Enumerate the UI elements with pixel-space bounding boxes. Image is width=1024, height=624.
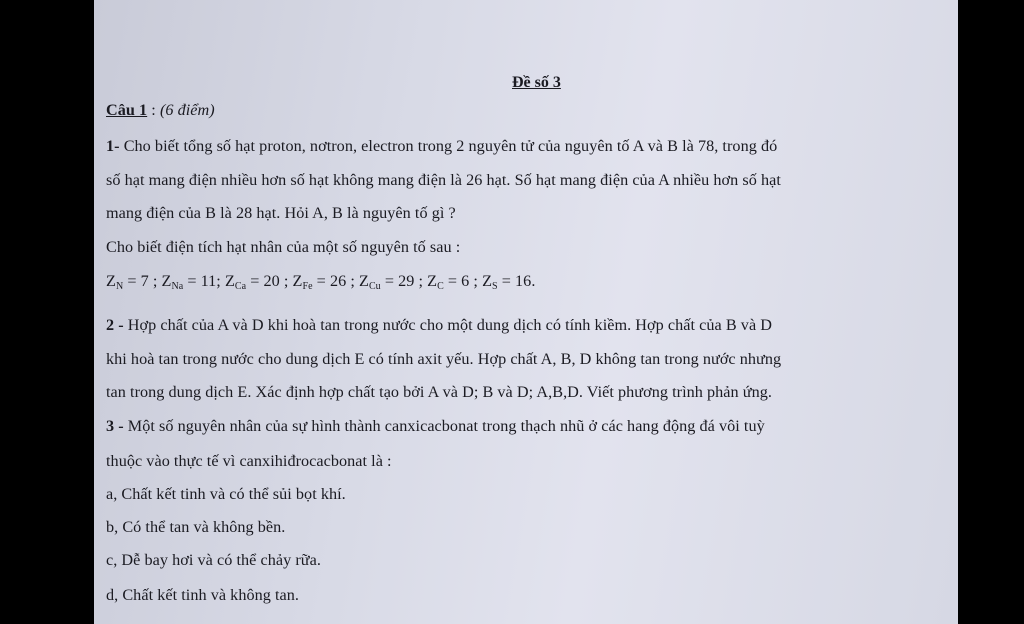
z-letter: Z xyxy=(292,272,303,290)
exam-title: Đề số 3 xyxy=(512,74,561,91)
option-d: d, Chất kết tinh và không tan. xyxy=(106,586,300,604)
part-3-number: 3 - xyxy=(106,417,124,435)
z-val-ca: = 20 ; xyxy=(246,272,293,290)
z-letter: Z xyxy=(224,272,235,290)
part-1-line-1 xyxy=(106,137,777,156)
part-1-line-3: mang điện của B là 28 hạt. Hỏi A, B là nguyên tố gì ? xyxy=(106,204,456,222)
question-1-sep: : xyxy=(147,101,160,119)
part-1-number: 1- xyxy=(106,137,120,155)
part-1-line-2: số hạt mang điện nhiều hơn số hạt không mang điện là 26 hạt. Số hạt mang điện của A nhiều hơn số hạt xyxy=(106,171,781,189)
part-2-line-3: tan trong dung dịch E. Xác định hợp chất tạo bởi A và D; B và D; A,B,D. Viết phương trình phản ứng. xyxy=(106,383,772,401)
z-sub-fe: Fe xyxy=(302,281,313,292)
z-sub-s: S xyxy=(492,281,498,292)
z-sub-n: N xyxy=(115,281,124,292)
part-2-number: 2 - xyxy=(106,316,124,334)
option-c: c, Dễ bay hơi và có thể chảy rữa. xyxy=(106,551,321,569)
z-val-n: = 7 ; xyxy=(123,272,162,290)
part-3-text-1: Một số nguyên nhân của sự hình thành canxicacbonat trong thạch nhũ ở các hang động đá vôi tuỳ xyxy=(123,417,765,435)
part-3-line-2: thuộc vào thực tế vì canxihiđrocacbonat là : xyxy=(106,452,392,470)
z-sub-na: Na xyxy=(171,281,184,292)
question-1-label: Câu 1 xyxy=(106,101,148,119)
z-letter: Z xyxy=(106,272,116,290)
exam-paper xyxy=(94,0,958,624)
z-letter: Z xyxy=(427,272,438,290)
z-sub-ca: Ca xyxy=(234,281,247,292)
question-1-points: (6 điểm) xyxy=(159,101,215,119)
part-3-line-1 xyxy=(106,417,765,436)
option-b: b, Có thể tan và không bền. xyxy=(106,518,286,536)
z-letter: Z xyxy=(161,272,172,290)
part-2-line-1 xyxy=(106,316,772,335)
part-1-text-1: Cho biết tổng số hạt proton, nơtron, electron trong 2 nguyên tử của nguyên tố A và B là 78, trong đó xyxy=(119,137,778,155)
part-1-line-4: Cho biết điện tích hạt nhân của một số nguyên tố sau : xyxy=(106,238,461,256)
z-sub-cu: Cu xyxy=(368,281,381,292)
part-2-text-1: Hợp chất của A và D khi hoà tan trong nước cho một dung dịch có tính kiềm. Hợp chất của B và D xyxy=(123,316,773,334)
z-val-c: = 6 ; xyxy=(443,272,483,290)
option-a: a, Chất kết tinh và có thể sủi bọt khí. xyxy=(106,485,346,503)
z-letter: Z xyxy=(482,272,493,290)
z-val-na: = 11; xyxy=(183,272,225,290)
z-letter: Z xyxy=(358,272,369,290)
z-val-s: = 16. xyxy=(497,272,536,290)
z-sub-c: C xyxy=(437,281,444,292)
z-val-fe: = 26 ; xyxy=(312,272,359,290)
z-val-cu: = 29 ; xyxy=(380,272,428,290)
atomic-numbers-line xyxy=(106,272,535,291)
part-2-line-2: khi hoà tan trong nước cho dung dịch E có tính axit yếu. Hợp chất A, B, D không tan trong nước nhưng xyxy=(106,350,782,368)
question-1-header xyxy=(106,101,215,120)
